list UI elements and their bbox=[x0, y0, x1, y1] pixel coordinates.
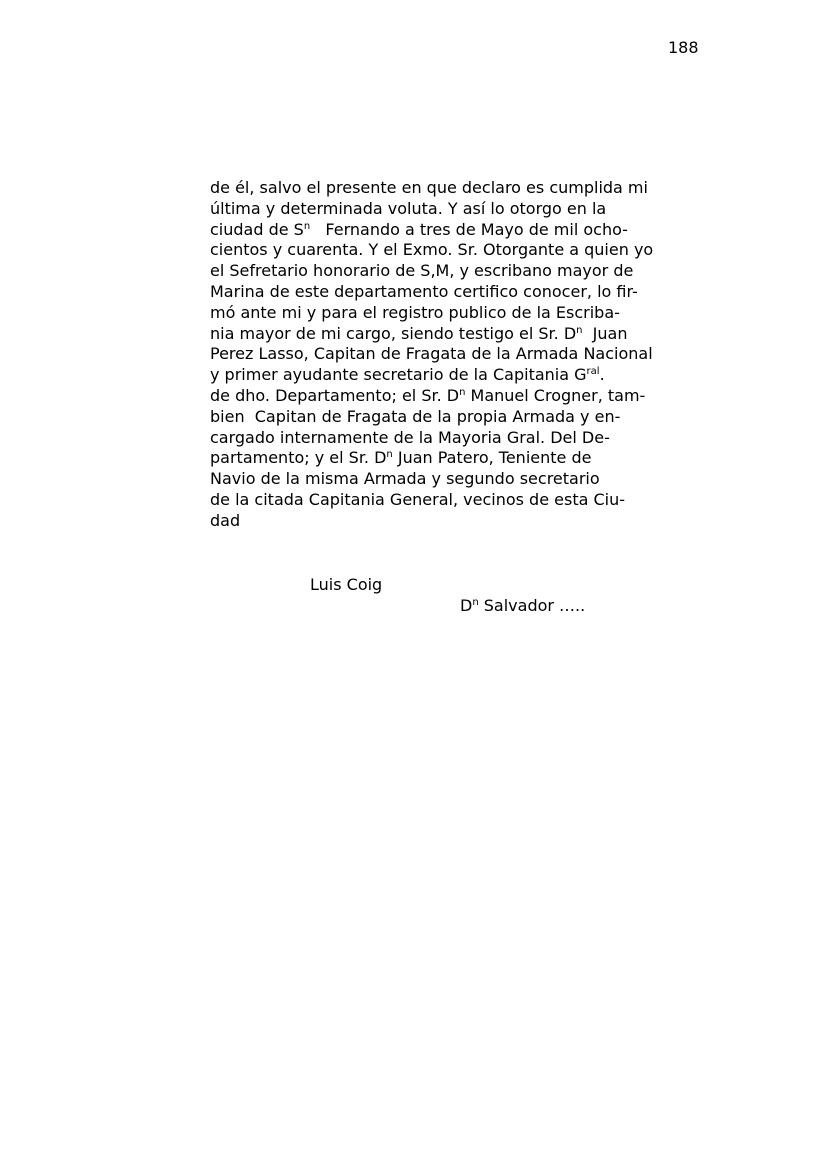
text-line bbox=[210, 386, 680, 407]
superscript: n bbox=[459, 386, 466, 398]
page-number: 188 bbox=[668, 38, 699, 57]
text-line: mó ante mi y para el registro publico de la Escriba- bbox=[210, 302, 620, 322]
signature-salvador bbox=[460, 596, 585, 616]
text-line bbox=[210, 220, 680, 241]
text-segment: Manuel Crogner, tam- bbox=[465, 385, 646, 405]
text-line: bien Capitan de Fragata de la propia Armada y en- bbox=[210, 406, 621, 426]
text-line: cientos y cuarenta. Y el Exmo. Sr. Otorgante a quien yo bbox=[210, 240, 654, 260]
signature-luis-coig: Luis Coig bbox=[310, 575, 383, 594]
text-segment: de dho. Departamento; el Sr. D bbox=[210, 385, 460, 405]
text-segment: . bbox=[599, 365, 605, 385]
text-line: de la citada Capitania General, vecinos de esta Ciu- bbox=[210, 489, 626, 509]
text-line: Marina de este departamento certifico conocer, lo fir- bbox=[210, 281, 638, 301]
text-line: cargado internamente de la Mayoria Gral. Del De- bbox=[210, 427, 610, 447]
text-line bbox=[210, 365, 680, 386]
superscript: n bbox=[472, 597, 479, 608]
text-line bbox=[210, 324, 680, 345]
text-segment: D bbox=[460, 596, 473, 615]
text-segment: partamento; y el Sr. D bbox=[210, 448, 387, 468]
superscript: n bbox=[386, 449, 393, 461]
text-segment: Fernando a tres de Mayo de mil ocho- bbox=[310, 219, 628, 239]
text-segment: y primer ayudante secretario de la Capitania G bbox=[210, 365, 587, 385]
text-line: Perez Lasso, Capitan de Fragata de la Armada Nacional bbox=[210, 344, 653, 364]
text-line bbox=[210, 448, 680, 469]
superscript: n bbox=[303, 220, 311, 232]
text-segment: Salvador ….. bbox=[478, 596, 586, 615]
text-line: Navio de la misma Armada y segundo secretario bbox=[210, 469, 600, 489]
text-segment: Juan Patero, Teniente de bbox=[392, 448, 592, 468]
text-line: última y determinada voluta. Y así lo otorgo en la bbox=[210, 198, 607, 218]
text-line: de él, salvo el presente en que declaro es cumplida mi bbox=[210, 178, 648, 197]
text-segment: nia mayor de mi cargo, siendo testigo el Sr. D bbox=[210, 323, 577, 343]
document-body bbox=[210, 178, 680, 532]
text-line: el Sefretario honorario de S,M, y escribano mayor de bbox=[210, 261, 634, 281]
text-segment: ciudad de S bbox=[210, 219, 304, 239]
superscript: ral bbox=[586, 366, 600, 378]
superscript: n bbox=[576, 324, 583, 336]
text-segment: Juan bbox=[582, 323, 628, 343]
text-line: dad bbox=[210, 510, 241, 530]
